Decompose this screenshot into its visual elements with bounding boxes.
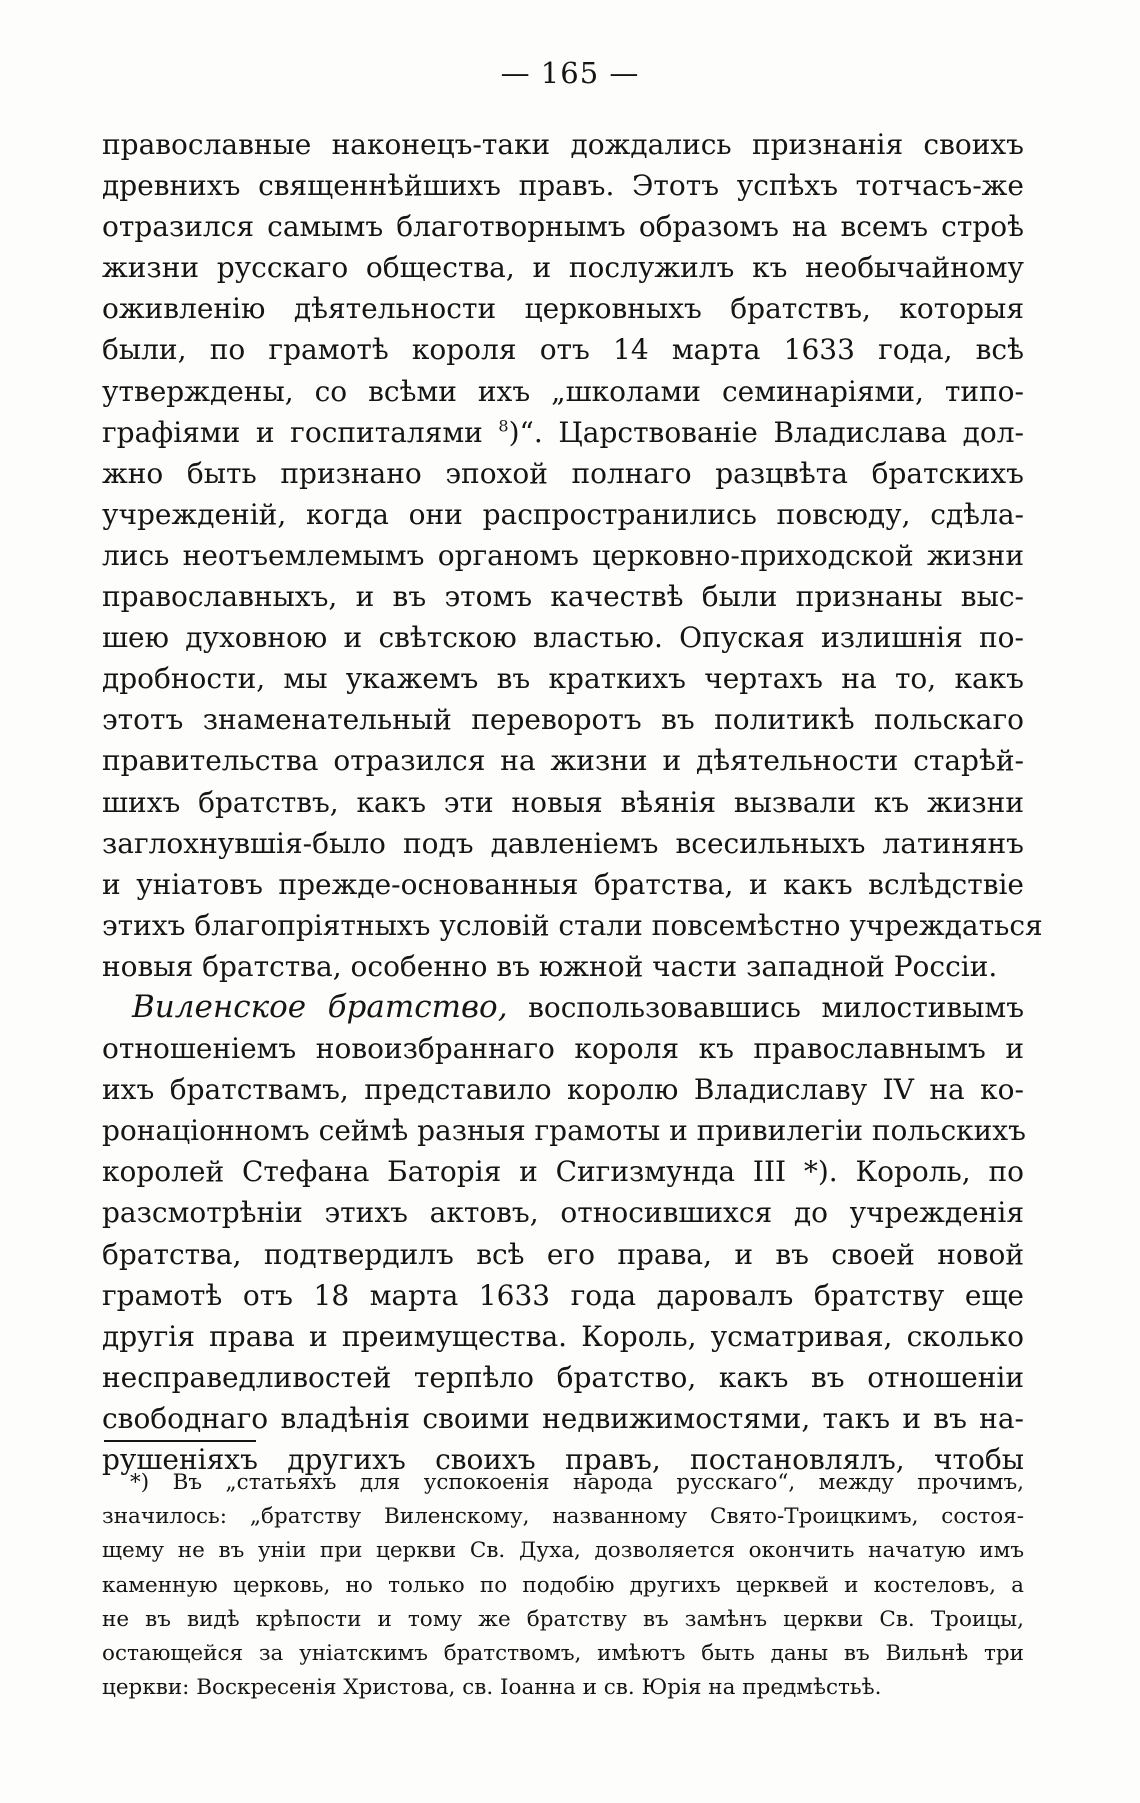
text-line: учрежденій, когда они распространились повсюду, сдѣла-	[102, 497, 1024, 531]
text-line: другія права и преимущества. Король, усматривая, сколько	[102, 1319, 1024, 1353]
footnote-line: *) Въ „статьяхъ для успокоенія народа русскаго“, между прочимъ,	[130, 1470, 1024, 1495]
text-line: православные наконецъ-таки дождались признанія своихъ	[102, 128, 1024, 161]
text-line: утверждены, со всѣми ихъ „школами семинаріями, типо-	[102, 374, 1024, 408]
text-segment: воспользовавшись милостивымъ	[507, 990, 1025, 1024]
text-line: этотъ знаменательный переворотъ въ политикѣ польскаго	[102, 703, 1024, 737]
footnote-line: значилось: „братству Виленскому, названному Свято-Троицкимъ, состоя-	[102, 1504, 1024, 1530]
text-line: ронаціонномъ сеймѣ разныя грамоты и привилегіи польскихъ	[102, 1114, 1026, 1148]
section-heading-italic: Виленское братство,	[132, 988, 508, 1025]
footnote-line: щему не въ уніи при церкви Св. Духа, дозволяется окончить начатую имъ	[102, 1538, 1024, 1564]
footnote-line: каменную церковь, но только по подобію другихъ церквей и костеловъ, а	[102, 1572, 1024, 1598]
page-number: — 165 —	[500, 56, 640, 90]
text-line: королей Стефана Баторія и Сигизмунда III *). Король, по	[102, 1155, 1024, 1189]
text-line: отразился самымъ благотворнымъ образомъ на всемъ строѣ	[102, 210, 1024, 244]
text-line: дробности, мы укажемъ въ краткихъ чертахъ на то, какъ	[102, 662, 1024, 696]
text-line: ихъ братствамъ, представило королю Владиславу IV на ко-	[102, 1073, 1024, 1107]
text-segment: графіями и госпиталями	[102, 415, 499, 449]
text-line: жно быть признано эпохой полнаго разцвѣта братскихъ	[102, 456, 1024, 490]
footnote-line: не въ видѣ крѣпости и тому же братству въ замѣнъ церкви Св. Троицы,	[102, 1606, 1024, 1632]
text-line: несправедливостей терпѣло братство, какъ въ отношеніи	[102, 1360, 1024, 1394]
text-line-with-reference	[102, 412, 1024, 453]
footnote-divider	[104, 1440, 256, 1442]
text-line: рушеніяхъ другихъ своихъ правъ, постановлялъ, чтобы	[102, 1443, 1024, 1476]
main-text-block	[102, 124, 1043, 1480]
footnotes-block	[102, 1466, 1024, 1705]
text-line: шею духовною и свѣтскою властью. Опуская излишнія по-	[102, 621, 1024, 655]
text-line: свободнаго владѣнія своими недвижимостями, такъ и въ на-	[102, 1401, 1024, 1435]
text-line: правительства отразился на жизни и дѣятельности старѣй-	[102, 744, 1024, 778]
paragraph-start-line	[102, 987, 1024, 1028]
footnote-line: церкви: Воскресенія Христова, св. Іоанна и св. Юрія на предмѣстьѣ.	[102, 1675, 882, 1701]
text-line: и уніатовъ прежде-основанныя братства, и какъ вслѣдствіе	[102, 867, 1024, 901]
text-line: этихъ благопріятныхъ условій стали повсемѣстно учреждаться	[102, 908, 1043, 942]
text-line: древнихъ священнѣйшихъ правъ. Этотъ успѣхъ тотчасъ-же	[102, 169, 1024, 203]
text-line: разсмотрѣніи этихъ актовъ, относившихся до учрежденія	[102, 1196, 1024, 1230]
footnote-line: остающейся за уніатскимъ братствомъ, имѣютъ быть даны въ Вильнѣ три	[102, 1640, 1024, 1666]
text-line: православныхъ, и въ этомъ качествѣ были признаны выс-	[102, 580, 1024, 614]
text-line: жизни русскаго общества, и послужилъ къ необычайному	[102, 251, 1024, 285]
text-line: лись неотъемлемымъ органомъ церковно-приходской жизни	[102, 538, 1024, 572]
footnote-reference: 8	[498, 416, 509, 436]
text-segment: )“. Царствованіе Владислава дол-	[508, 415, 1024, 449]
text-line: были, по грамотѣ короля отъ 14 марта 1633 года, всѣ	[102, 333, 1024, 367]
text-line: шихъ братствъ, какъ эти новыя вѣянія вызвали къ жизни	[102, 785, 1024, 819]
text-line: заглохнувшія-было подъ давленіемъ всесильныхъ латинянъ	[102, 826, 1024, 860]
text-line: братства, подтвердилъ всѣ его права, и въ своей новой	[102, 1237, 1024, 1271]
text-line: грамотѣ отъ 18 марта 1633 года даровалъ братству еще	[102, 1278, 1024, 1312]
text-line: оживленію дѣятельности церковныхъ братствъ, которыя	[102, 292, 1024, 326]
paragraph-end-line: новыя братства, особенно въ южной части западной Россіи.	[102, 949, 998, 983]
text-line: отношеніемъ новоизбраннаго короля къ православнымъ и	[102, 1032, 1024, 1066]
